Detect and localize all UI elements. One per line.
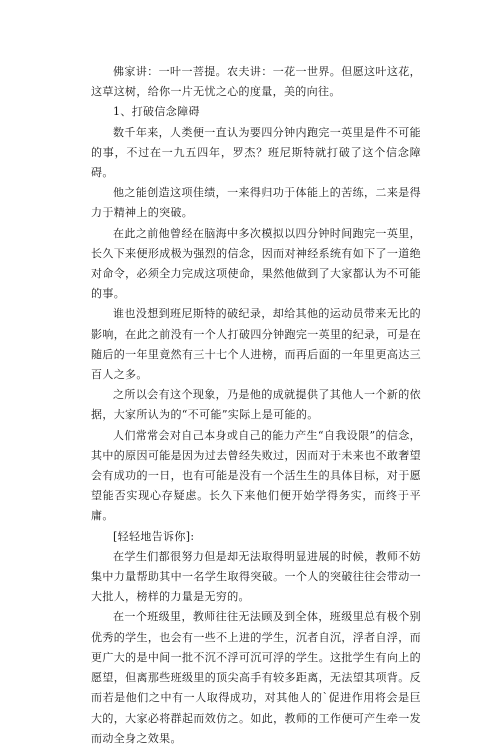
body-paragraph: 他之能创造这项佳绩，一来得归功于体能上的苦练，二来是得力于精神上的突破。 — [91, 186, 421, 220]
body-paragraph: 谁也没想到班尼斯特的破纪录，却给其他的运动员带来无比的影响，在此之前没有一个人打破四分钟跑完一英里的纪录，可是在随后的一年里竟然有三十七个人进榜，而再后面的一年里更高达三百人之多。 — [91, 307, 421, 382]
body-paragraph: 数千年来，人类便一直认为要四分钟内跑完一英里是件不可能的事，不过在一九五四年，罗杰？班尼斯特就打破了这个信念障碍。 — [91, 125, 421, 180]
body-paragraph: 在此之前他曾经在脑海中多次模拟以四分钟时间跑完一英里，长久下来便形成极为强烈的信念，因而对神经系统有如下了一道绝对命令，必须全力完成这项使命，果然他做到了大家都认为不可能的事。 — [91, 226, 421, 301]
body-paragraph: 在学生们都很努力但是却无法取得明显进展的时候，教师不妨集中力量帮助其中一名学生取得突破。一个人的突破往往会带动一大批人，榜样的力量是无穷的。 — [91, 549, 421, 604]
intro-paragraph: 佛家讲：一叶一菩提。农夫讲：一花一世界。但愿这叶这花，这草这树，给你一片无忧之心的度量，美的向往。 — [91, 65, 421, 99]
body-paragraph: 之所以会有这个现象，乃是他的成就提供了其他人一个新的依据，大家所认为的“不可能”实际上是可能的。 — [91, 388, 421, 422]
document-body — [91, 62, 421, 749]
section-heading: 1、打破信念障碍 — [113, 105, 200, 119]
body-paragraph: 在一个班级里，教师往往无法顾及到全体，班级里总有极个别优秀的学生，也会有一些不上进的学生，沉者自沉，浮者自浮，而更广大的是中间一批不沉不浮可沉可浮的学生。这批学生有向上的愿望，但离那些班级里的顶尖高手有较多距离，无法望其项背。反而若是他们之中有一人取得成功，对其他人的`促进作用将会是巨大的，大家必将群起而效仿之。如此，教师的工作便可产生牵一发而动全身之效果。 — [91, 610, 421, 745]
body-paragraph: 人们常常会对自己本身或自己的能力产生“自我设限”的信念，其中的原因可能是因为过去曾经失败过，因而对于未来也不敢奢望会有成功的一日，也有可能是没有一个活生生的具体目标，对于愿望能否实现心存疑虑。长久下来他们便开始学得务实，而终于平庸。 — [91, 428, 421, 523]
tip-heading: [轻轻地告诉你]: — [113, 529, 195, 543]
